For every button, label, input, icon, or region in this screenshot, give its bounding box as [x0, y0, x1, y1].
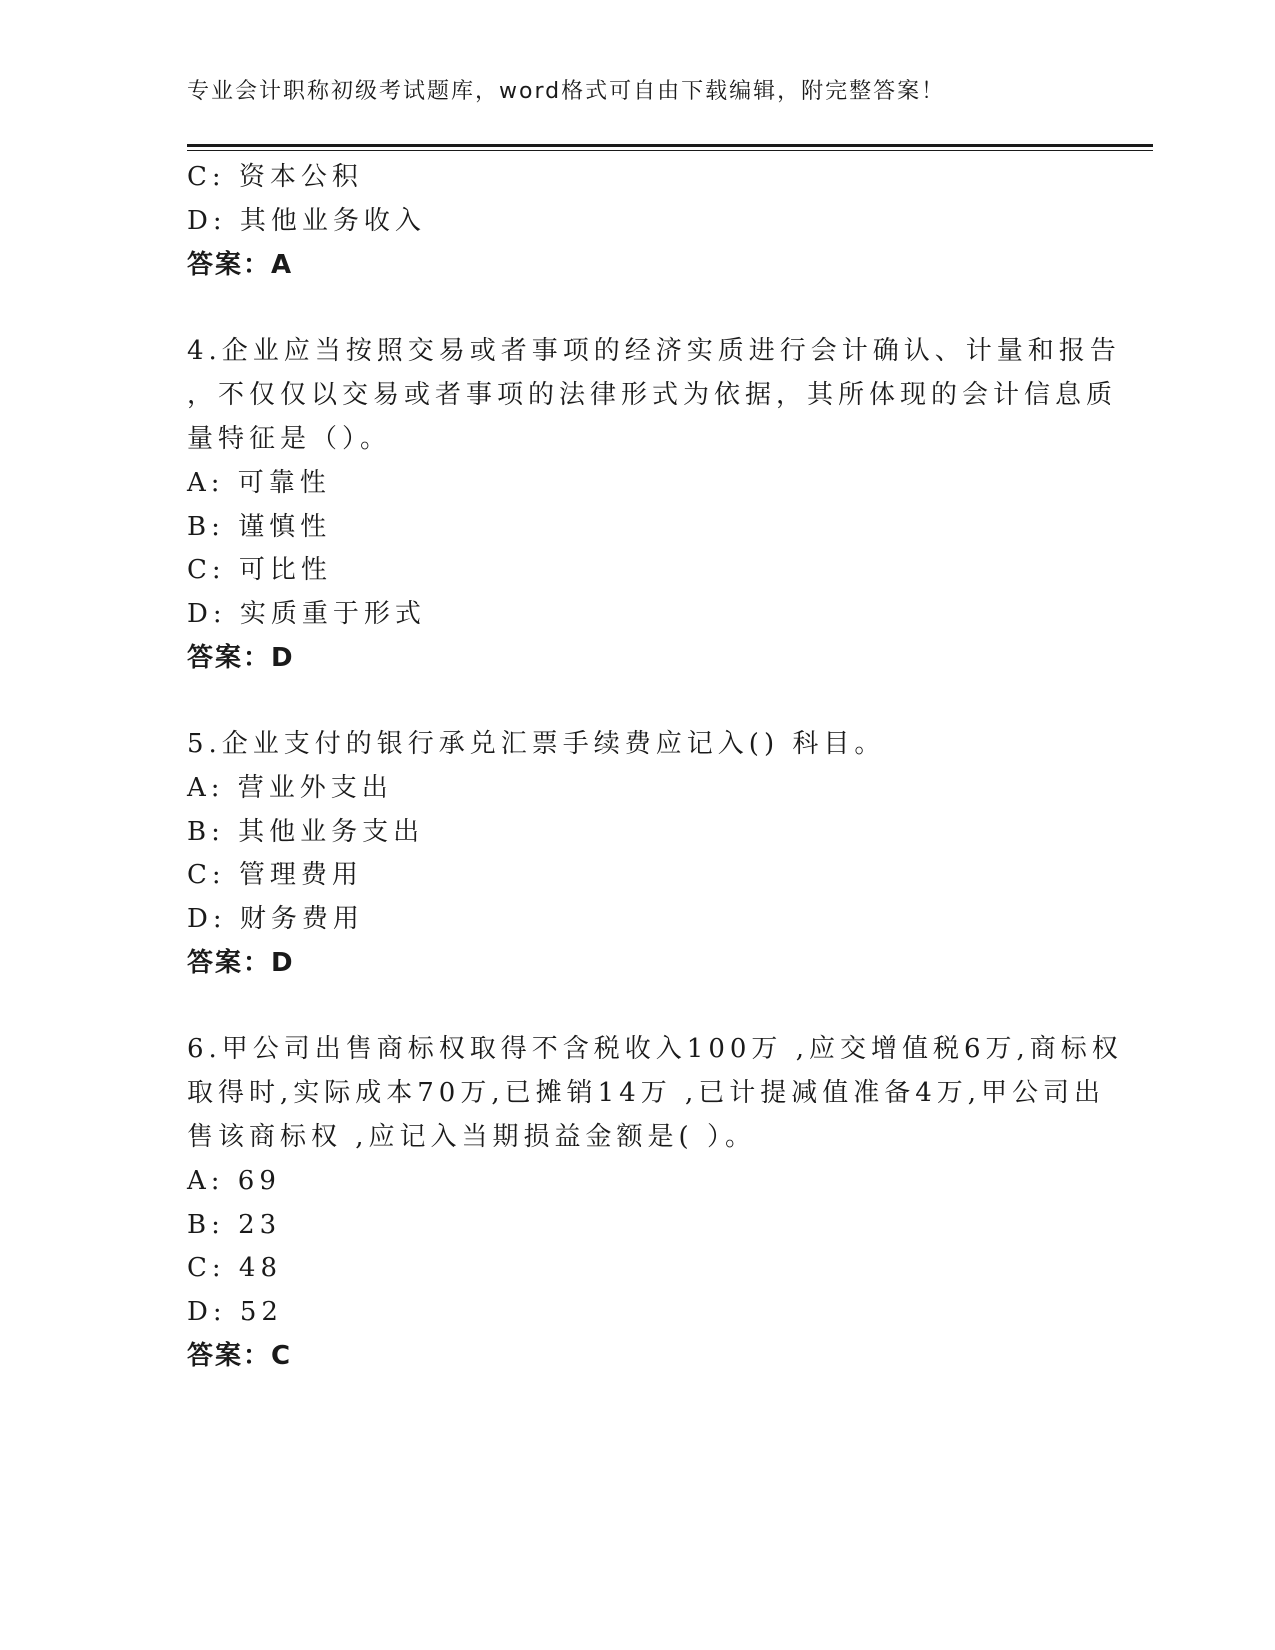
q4-option-a: A: 可靠性	[187, 468, 331, 498]
page-header: 专业会计职称初级考试题库，word格式可自由下载编辑，附完整答案！	[187, 79, 946, 104]
q5-option-b: B: 其他业务支出	[187, 817, 425, 847]
q5-answer: 答案：D	[187, 948, 295, 978]
q6-stem-line-1: 6.甲公司出售商标权取得不含税收入100万 ,应交增值税6万,商标权	[187, 1034, 1123, 1064]
q4-option-c: C: 可比性	[187, 555, 332, 585]
q5-option-d: D: 财务费用	[187, 904, 364, 934]
q6-option-d: D: 52	[187, 1297, 283, 1327]
q3-option-d: D: 其他业务收入	[187, 206, 426, 236]
header-rule-thick	[187, 144, 1153, 147]
q5-option-a: A: 营业外支出	[187, 773, 393, 803]
q5-stem: 5.企业支付的银行承兑汇票手续费应记入() 科目。	[187, 729, 886, 759]
q6-stem-line-3: 售该商标权 ,应记入当期损益金额是( ）。	[187, 1122, 756, 1152]
q6-option-a: A: 69	[187, 1166, 281, 1196]
q5-option-c: C: 管理费用	[187, 860, 363, 890]
q4-stem-line-2: ，不仅仅以交易或者事项的法律形式为依据，其所体现的会计信息质	[187, 380, 1118, 410]
q3-answer: 答案：A	[187, 250, 294, 280]
q6-option-c: C: 48	[187, 1253, 283, 1283]
header-rule-thin	[187, 150, 1153, 151]
q4-answer: 答案：D	[187, 643, 295, 673]
q6-option-b: B: 23	[187, 1210, 282, 1240]
q4-option-b: B: 谨慎性	[187, 512, 332, 542]
q6-stem-line-2: 取得时,实际成本70万,已摊销14万 ,已计提减值准备4万,甲公司出	[187, 1078, 1106, 1108]
q4-option-d: D: 实质重于形式	[187, 599, 426, 629]
q4-stem-line-1: 4.企业应当按照交易或者事项的经济实质进行会计确认、计量和报告	[187, 336, 1121, 366]
q3-option-c: C: 资本公积	[187, 162, 363, 192]
q4-stem-line-3: 量特征是（）。	[187, 424, 392, 454]
q6-answer: 答案：C	[187, 1341, 293, 1371]
